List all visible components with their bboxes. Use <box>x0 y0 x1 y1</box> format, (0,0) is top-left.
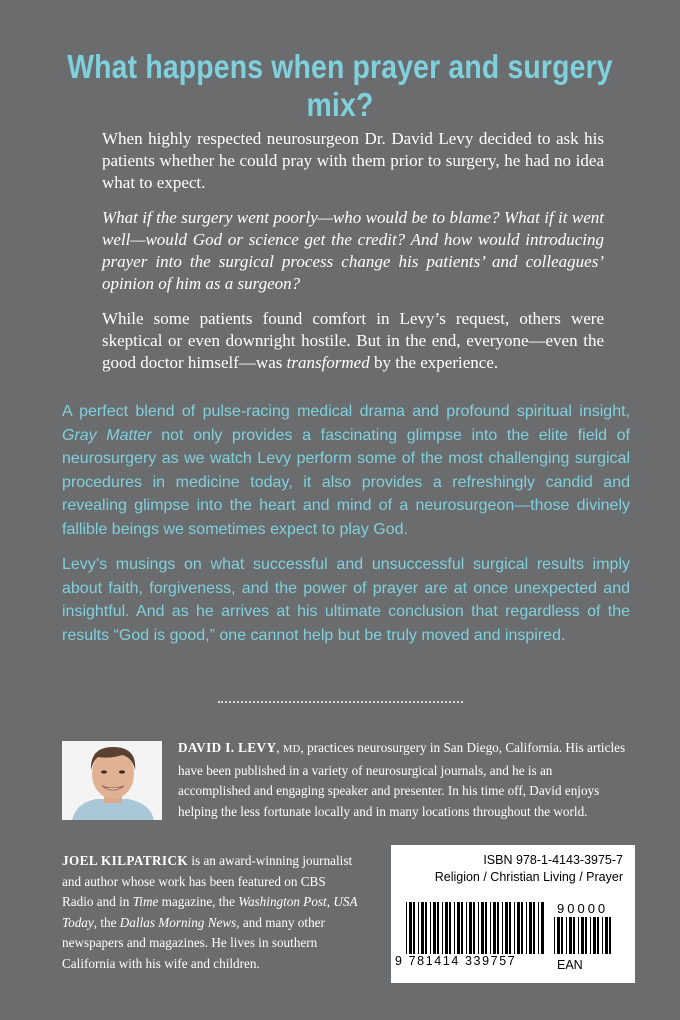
ean-label: EAN <box>557 958 583 972</box>
author-photo <box>62 741 162 820</box>
dotted-divider <box>218 701 463 703</box>
headline: What happens when prayer and surgery mix? <box>67 48 613 123</box>
addon-barcode-icon <box>554 917 612 954</box>
intro-paragraph-3 <box>102 308 604 374</box>
bio2-text-5: , and many other newspapers and magazines. He lives in southern California with his wife and children. <box>62 914 325 971</box>
author-name-levy: DAVID I. LEVY <box>178 740 277 755</box>
author-name-kilpatrick: JOEL KILPATRICK <box>62 853 189 868</box>
publication-washington-post: Washington Post <box>238 894 327 909</box>
author-bio-kilpatrick <box>62 851 360 974</box>
intro-section <box>102 128 604 387</box>
publication-dallas-morning-news: Dallas Morning News <box>119 914 237 930</box>
intro-paragraph-1: When highly respected neurosurgeon Dr. David Levy decided to ask his patients whether he could pray with them prior to surgery, he had no idea what to expect. <box>102 129 604 192</box>
blurb-paragraph-1 <box>62 400 630 541</box>
author-credentials: MD <box>282 744 301 755</box>
author-bio-levy-body: practices neurosurgery in San Diego, California. His articles have been published in a variety of neurosurgical journals, and he is an accomplished and engaging speaker and presenter. In his time off, David enjoys helping the less fortunate locally and in many locations throughout the world. <box>178 740 626 819</box>
bio2-text-3: , <box>326 894 334 909</box>
book-title: Gray Matter <box>62 426 152 444</box>
blurb-p1-text: A perfect blend of pulse-racing medical drama and profound spiritual insight, <box>62 403 630 420</box>
blurb-paragraph-2: Levy’s musings on what successful and unsuccessful surgical results imply about faith, forgiveness, and the power of prayer are at once unexpected and insightful. And as he arrives at his ultimate conclusion that regardless of the results “God is good,” one cannot help but be truly moved and inspired. <box>62 556 630 644</box>
intro-p3-emphasis: transformed <box>286 353 370 372</box>
intro-paragraph-2: What if the surgery went poorly—who would be to blame? What if it went well—would God or science get the credit? And how would introducing prayer into the surgical process change his patients’ and colleagues’ opinion of him as a surgeon? <box>102 208 604 293</box>
price-addon-digits: 90000 <box>557 901 609 916</box>
publication-usa-today: USA Today <box>62 894 358 930</box>
author-bio-levy <box>178 738 628 822</box>
intro-p3-text: While some patients found comfort in Levy’s request, others were skeptical or even downright hostile. But in the end, everyone—even the good doctor himself—was <box>102 309 604 372</box>
author-bio-kilpatrick-text <box>62 851 360 974</box>
ean-barcode-icon <box>406 902 546 954</box>
isbn-number: ISBN 978-1-4143-3975-7 <box>483 853 623 867</box>
author-bio-levy-text: DAVID I. LEVY, MD, practices neurosurgery in San Diego, California. His articles have been published in a variety of neurosurgical journals, and he is an accomplished and engaging speaker and presenter. In his time off, David enjoys helping the less fortunate locally and in many locations throughout the world. <box>178 740 626 819</box>
ean-digits: 9 781414 339757 <box>395 954 517 968</box>
blurb-p1-text-end: not only provides a fascinating glimpse into the elite field of neurosurgery as we watch Levy perform some of the most challenging surgical procedures in medicine today, it also provides a refreshingly candid and revealing glimpse into the heart and mind of a neurosurgeon—those divinely fallible beings we sometimes expect to play God. <box>62 426 630 538</box>
bio2-text-1: is an award-winning journalist and author whose work has been featured on CBS Radio and in <box>62 853 353 909</box>
book-category: Religion / Christian Living / Prayer <box>434 870 623 884</box>
blurb-section <box>62 400 630 659</box>
publication-time: Time <box>132 894 159 909</box>
bio2-text-2: magazine, the <box>158 894 239 909</box>
author-portrait-image <box>62 741 162 820</box>
bio2-text-4: , the <box>93 914 120 930</box>
intro-p3-text-end: by the experience. <box>369 353 499 372</box>
barcode-box <box>391 845 635 983</box>
